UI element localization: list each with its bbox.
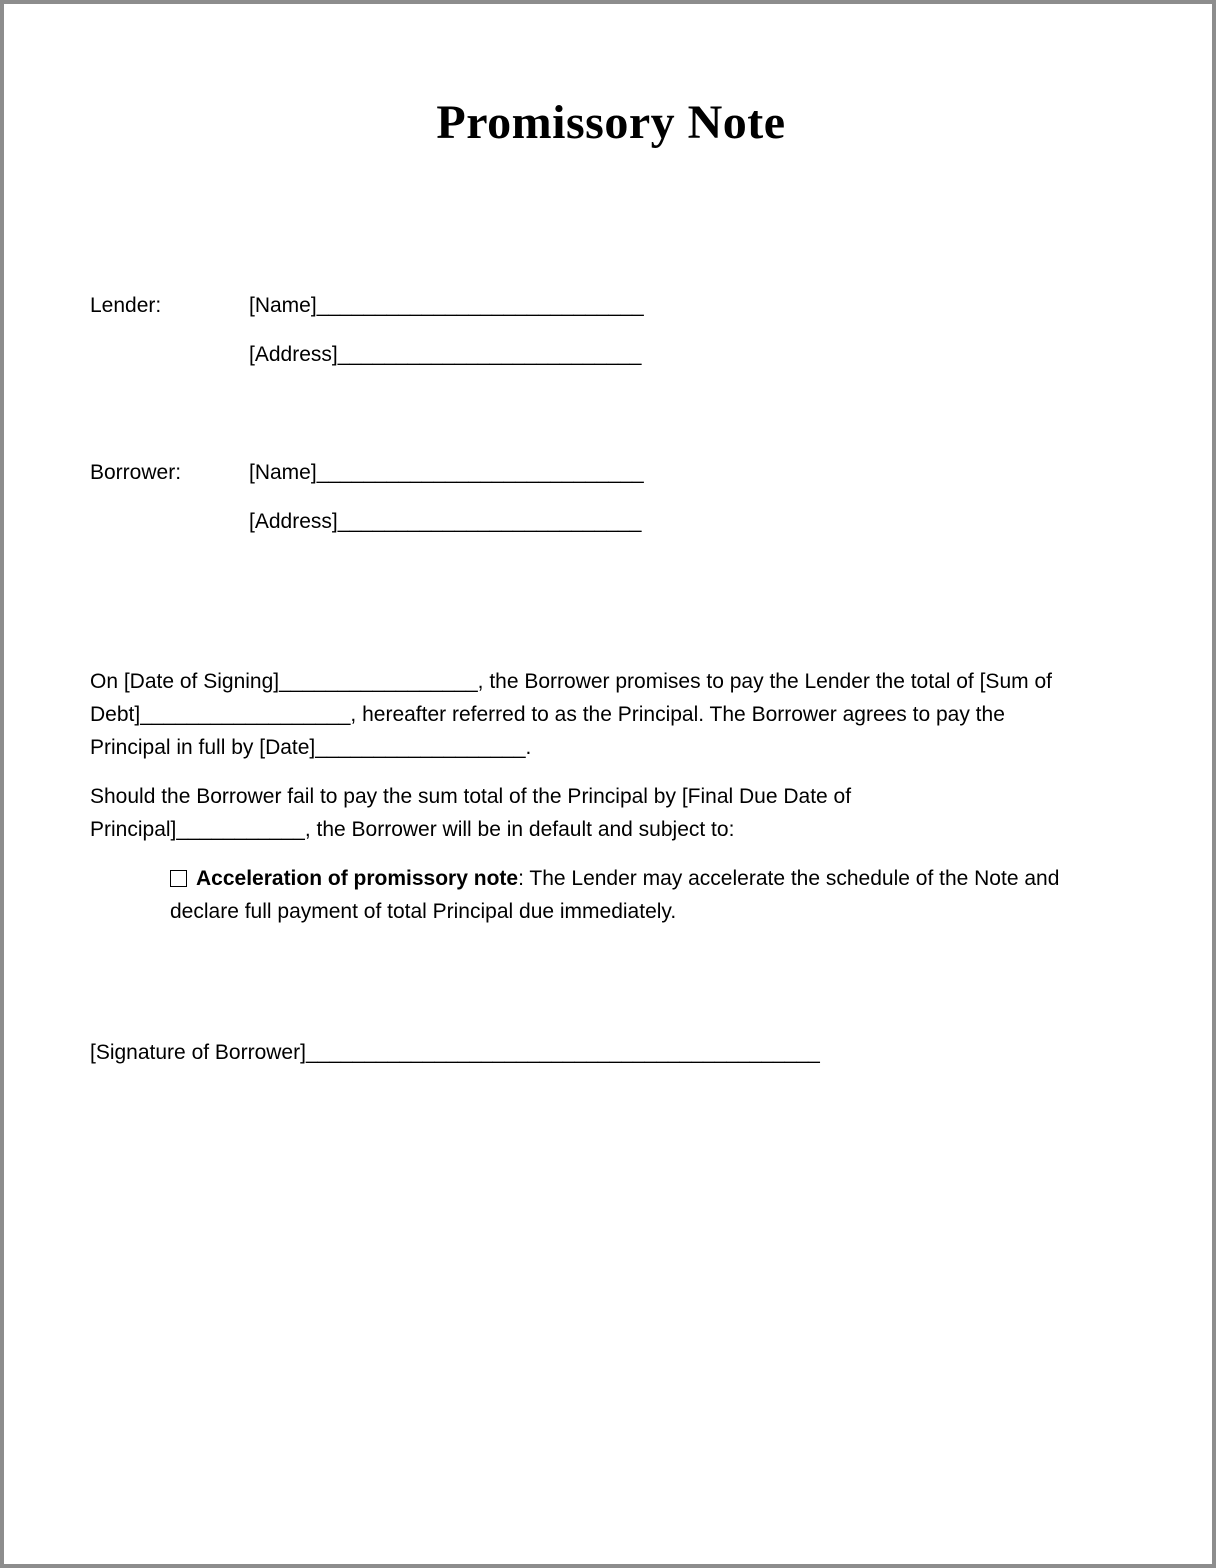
default-paragraph-line: Should the Borrower fail to pay the sum total of the Principal by [Final Due Date of	[90, 785, 852, 808]
acceleration-clause	[170, 862, 1132, 928]
signature-row	[90, 1040, 1132, 1066]
acceleration-clause-line1	[170, 862, 1132, 895]
borrower-name-blank-line: ____________________________	[316, 461, 644, 484]
acceleration-checkbox[interactable]	[170, 870, 187, 887]
lender-address-row	[249, 342, 1132, 368]
acceleration-clause-text: : The Lender may accelerate the schedule of the Note and	[518, 867, 1060, 890]
lender-address-blank-line: __________________________	[337, 343, 642, 366]
borrower-label: Borrower:	[90, 461, 182, 484]
promise-paragraph-line: Principal in full by [Date]__________________.	[90, 736, 532, 759]
lender-name-row	[249, 293, 1132, 319]
promise-paragraph-line: On [Date of Signing]_________________, the Borrower promises to pay the Lender the total of [Sum of	[90, 670, 1052, 693]
default-paragraph-line: Principal]___________, the Borrower will be in default and subject to:	[90, 818, 735, 841]
lender-name-blank-line: ____________________________	[316, 294, 644, 317]
promise-paragraph-line: Debt]__________________, hereafter referred to as the Principal. The Borrower agrees to pay the	[90, 703, 1005, 726]
lender-name-placeholder: [Name]	[249, 294, 317, 317]
lender-address-placeholder: [Address]	[249, 343, 338, 366]
lender-label: Lender:	[90, 294, 162, 317]
acceleration-clause-title: Acceleration of promissory note	[196, 867, 519, 890]
borrower-section	[90, 460, 1132, 535]
acceleration-clause-line2: declare full payment of total Principal due immediately.	[170, 900, 677, 923]
borrower-name-placeholder: [Name]	[249, 461, 317, 484]
borrower-address-placeholder: [Address]	[249, 510, 338, 533]
signature-blank-line: ____________________________________________	[305, 1041, 820, 1064]
borrower-address-row	[249, 509, 1132, 535]
lender-fields	[249, 293, 1132, 368]
default-paragraph	[90, 780, 1132, 846]
signature-label: [Signature of Borrower]	[90, 1041, 306, 1064]
promise-paragraph	[90, 665, 1132, 764]
borrower-fields	[249, 460, 1132, 535]
lender-section	[90, 293, 1132, 368]
document-title: Promissory Note	[436, 96, 786, 149]
borrower-name-row	[249, 460, 1132, 486]
borrower-address-blank-line: __________________________	[337, 510, 642, 533]
